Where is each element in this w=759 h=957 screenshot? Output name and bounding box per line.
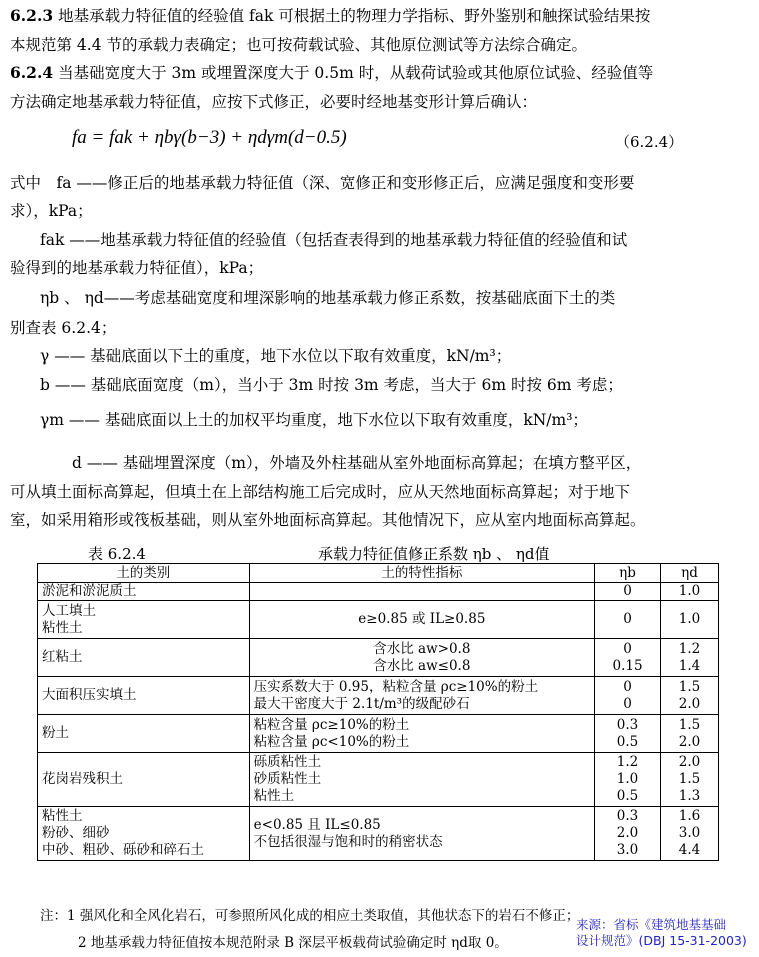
soil-index-cell: 砾质粘性土 砂质粘性土 粘性土 — [249, 753, 594, 807]
table-body — [38, 583, 719, 861]
header-eta-b: ηb — [595, 564, 661, 583]
definition-line: γ —— 基础底面以下土的重度，地下水位以下取有效重度，kN/m³； — [40, 347, 512, 365]
table-header-row — [38, 564, 719, 583]
eta-b-cell: 0 — [595, 583, 661, 601]
clause-number: 6.2.3 — [10, 6, 54, 25]
soil-index-cell: 含水比 aw>0.8 含水比 aw≤0.8 — [249, 639, 594, 677]
clause-6-2-3-line-1 — [10, 6, 650, 26]
table-row — [38, 715, 719, 753]
header-soil-type: 土的类别 — [38, 564, 250, 583]
definition-line: γm —— 基础底面以上土的加权平均重度，地下水位以下取有效重度，kN/m³； — [40, 411, 588, 429]
eta-b-cell: 0 — [595, 601, 661, 639]
eta-b-cell: 0 0 — [595, 677, 661, 715]
clause-6-2-4-line-1 — [10, 63, 653, 83]
eta-b-cell: 0.3 0.5 — [595, 715, 661, 753]
table-row — [38, 583, 719, 601]
eta-d-cell: 1.5 2.0 — [661, 677, 719, 715]
soil-type-cell: 花岗岩残积土 — [38, 753, 250, 807]
definition-line: 求），kPa； — [10, 202, 93, 220]
source-label: 来源：省标《建筑地基基础 设计规范》(DBJ 15-31-2003) — [576, 917, 747, 948]
formula-number: （6.2.4） — [615, 133, 684, 151]
eta-b-cell: 1.2 1.0 0.5 — [595, 753, 661, 807]
eta-d-cell: 1.0 — [661, 601, 719, 639]
soil-type-cell: 粘性土 粉砂、细砂 中砂、粗砂、砾砂和碎石土 — [38, 807, 250, 861]
definition-line: 别查表 6.2.4； — [10, 319, 117, 337]
soil-index-cell: e≥0.85 或 IL≥0.85 — [249, 601, 594, 639]
eta-d-cell: 1.0 — [661, 583, 719, 601]
clause-text: 地基承载力特征值的经验值 fak 可根据土的物理力学指标、野外鉴别和触探试验结果按 — [58, 7, 651, 25]
soil-index-cell: 粘粒含量 ρc≥10%的粉土 粘粒含量 ρc<10%的粉土 — [249, 715, 594, 753]
definition-line: 验得到的地基承载力特征值），kPa； — [10, 259, 264, 277]
soil-type-cell: 红粘土 — [38, 639, 250, 677]
clause-6-2-3-line-2: 本规范第 4.4 节的承载力表确定；也可按荷载试验、其他原位测试等方法综合确定。 — [10, 36, 588, 54]
eta-d-cell: 2.0 1.5 1.3 — [661, 753, 719, 807]
coefficient-table — [37, 563, 719, 861]
table-row — [38, 753, 719, 807]
note-1: 注：1 强风化和全风化岩石，可参照所风化成的相应土类取值，其他状态下的岩石不修正； — [40, 908, 580, 924]
eta-d-cell: 1.5 2.0 — [661, 715, 719, 753]
table-label: 表 6.2.4 — [88, 545, 146, 563]
eta-d-cell: 1.6 3.0 4.4 — [661, 807, 719, 861]
definition-line: 式中 fa ——修正后的地基承载力特征值（深、宽修正和变形修正后，应满足强度和变形要 — [10, 174, 635, 192]
soil-index-cell: 压实系数大于 0.95，粘粒含量 ρc≥10%的粉土 最大干密度大于 2.1t/m³的级配砂石 — [249, 677, 594, 715]
table-row — [38, 601, 719, 639]
table-row — [38, 807, 719, 861]
header-eta-d: ηd — [661, 564, 719, 583]
definition-line: 可从填土面标高算起，但填土在上部结构施工后完成时，应从天然地面标高算起；对于地下 — [10, 483, 631, 501]
header-soil-index: 土的特性指标 — [249, 564, 594, 583]
clause-6-2-4-line-2: 方法确定地基承载力特征值，应按下式修正，必要时经地基变形计算后确认： — [10, 93, 538, 111]
eta-b-cell: 0 0.15 — [595, 639, 661, 677]
eta-d-cell: 1.2 1.4 — [661, 639, 719, 677]
definition-line: ηb 、 ηd——考虑基础宽度和埋深影响的地基承载力修正系数，按基础底面下土的类 — [40, 289, 616, 307]
soil-index-cell — [249, 583, 594, 601]
clause-number: 6.2.4 — [10, 63, 54, 82]
table-row — [38, 677, 719, 715]
clause-text: 当基础宽度大于 3m 或埋置深度大于 0.5m 时，从载荷试验或其他原位试验、经验值等 — [58, 64, 654, 82]
soil-type-cell: 人工填土 粘性土 — [38, 601, 250, 639]
table-title: 承载力特征值修正系数 ηb 、 ηd值 — [318, 545, 550, 563]
definition-line: 室，如采用箱形或筏板基础，则从室外地面标高算起。其他情况下，应从室内地面标高算起。 — [10, 511, 646, 529]
note-2: 2 地基承载力特征值按本规范附录 B 深层平板载荷试验确定时 ηd取 0。 — [78, 935, 508, 951]
soil-type-cell: 大面积压实填土 — [38, 677, 250, 715]
soil-type-cell: 淤泥和淤泥质土 — [38, 583, 250, 601]
soil-type-cell: 粉土 — [38, 715, 250, 753]
definition-line: b —— 基础底面宽度（m），当小于 3m 时按 3m 考虑，当大于 6m 时按 6m 考虑； — [40, 376, 623, 394]
formula: fa = fak + ηbγ(b−3) + ηdγm(d−0.5) — [72, 127, 347, 148]
soil-index-cell: e<0.85 且 IL≤0.85 不包括很湿与饱和时的稍密状态 — [249, 807, 594, 861]
definition-line: fak ——地基承载力特征值的经验值（包括查表得到的地基承载力特征值的经验值和试 — [40, 231, 628, 249]
eta-b-cell: 0.3 2.0 3.0 — [595, 807, 661, 861]
table-row — [38, 639, 719, 677]
definition-line: d —— 基础埋置深度（m），外墙及外柱基础从室外地面标高算起；在填方整平区， — [72, 454, 642, 472]
